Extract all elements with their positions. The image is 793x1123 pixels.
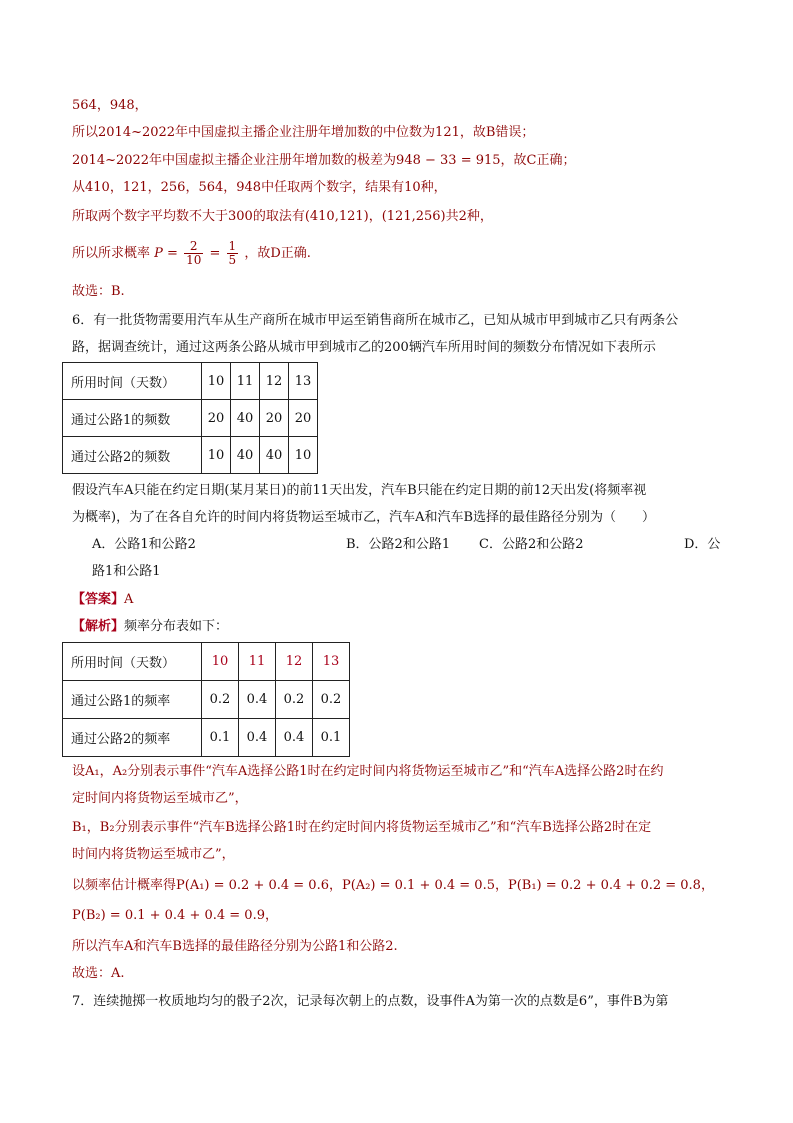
- probability-symbol: P =: [154, 246, 178, 261]
- table-header-cell: 11: [231, 363, 260, 400]
- table-header-cell: 10: [202, 643, 239, 681]
- solution-line-2: 所以2014~2022年中国虚拟主播企业注册年增加数的中位数为121，故B错误；: [72, 125, 535, 140]
- solution-a-line-2: 定时间内将货物运至城市乙”，: [72, 791, 248, 806]
- probability-estimate-line: 以频率估计概率得P(A₁) = 0.2 + 0.4 = 0.6，P(A₂) = 0.1 + 0.4 = 0.5，P(B₁) = 0.2 + 0.4 + 0.2 = 0.8，: [72, 878, 714, 893]
- option-a: A．公路1和公路2: [92, 537, 196, 552]
- probability-table: [62, 642, 350, 757]
- answer-tag: 【答案】: [72, 592, 125, 607]
- answer-choice-line: 故选：B.: [72, 284, 125, 299]
- table-cell: 20: [289, 400, 318, 437]
- table-row: [63, 437, 318, 474]
- solution-b-line-2: 时间内将货物运至城市乙”，: [72, 847, 235, 862]
- question-6-line-2: 路，据调查统计，通过这两条公路从城市甲到城市乙的200辆汽车所用时间的频数分布情况如下表所示: [72, 340, 656, 355]
- table-header-cell: 10: [202, 363, 231, 400]
- table-cell: 40: [231, 400, 260, 437]
- probability-suffix: ，故D正确.: [244, 246, 311, 261]
- fraction-numerator: 2: [184, 240, 203, 254]
- solution-line-1: 564，948，: [72, 98, 148, 113]
- table-cell: 0.4: [239, 681, 276, 719]
- solution-line-4: 从410，121，256，564，948中任取两个数字，结果有10种，: [72, 180, 447, 195]
- table-cell: 10: [202, 437, 231, 474]
- table-cell: 40: [231, 437, 260, 474]
- table-cell: 0.4: [239, 719, 276, 757]
- table-row: [63, 681, 350, 719]
- conclusion-line: 所以汽车A和汽车B选择的最佳路径分别为公路1和公路2.: [72, 939, 398, 954]
- explanation-tag: 【解析】: [72, 619, 125, 634]
- table-row: [63, 400, 318, 437]
- fraction-denominator: 5: [228, 253, 237, 267]
- table-cell: 0.2: [276, 681, 313, 719]
- table-header-cell: 12: [276, 643, 313, 681]
- table-row: [63, 719, 350, 757]
- fraction-2-10: [184, 240, 203, 267]
- fraction-numerator: 1: [228, 239, 237, 253]
- probability-prefix: 所以所求概率: [72, 246, 151, 261]
- fraction-denominator: 10: [186, 253, 202, 267]
- table-header-cell: 13: [313, 643, 350, 681]
- table-cell: 20: [202, 400, 231, 437]
- table-cell: 通过公路1的频率: [63, 681, 202, 719]
- question-6-line-1: 6．有一批货物需要用汽车从生产商所在城市甲运至销售商所在城市乙，已知从城市甲到城市乙只有两条公: [72, 313, 679, 328]
- equals-sign: =: [209, 246, 221, 261]
- table-cell: 0.2: [202, 681, 239, 719]
- option-c: C．公路2和公路2: [479, 537, 584, 552]
- table-cell: 0.4: [276, 719, 313, 757]
- table-cell: 10: [289, 437, 318, 474]
- table-header-cell: 13: [289, 363, 318, 400]
- probability-b2-line: P(B₂) = 0.1 + 0.4 + 0.4 = 0.9，: [72, 908, 278, 923]
- table-row: [63, 363, 318, 400]
- fraction-1-5: [227, 240, 239, 267]
- table-cell: 0.1: [313, 719, 350, 757]
- option-d: D．公: [684, 537, 721, 552]
- solution-line-3: 2014~2022年中国虚拟主播企业注册年增加数的极差为948 − 33 = 915，故C正确；: [72, 153, 576, 168]
- table-cell: 20: [260, 400, 289, 437]
- table-header-cell: 所用时间（天数）: [63, 363, 202, 400]
- table-cell: 0.1: [202, 719, 239, 757]
- frequency-table: [62, 362, 318, 474]
- table-row: [63, 643, 350, 681]
- table-header-cell: 11: [239, 643, 276, 681]
- table-cell: 0.2: [313, 681, 350, 719]
- answer-line: [72, 590, 133, 610]
- question-7-line-1: 7．连续抛掷一枚质地均匀的骰子2次，记录每次朝上的点数，设事件A为第一次的点数是6”，事件B为第: [72, 994, 669, 1009]
- answer-value: A: [124, 592, 134, 607]
- table-cell: 40: [260, 437, 289, 474]
- table-cell: 通过公路1的频数: [63, 400, 202, 437]
- option-b: B．公路2和公路1: [346, 537, 451, 552]
- table-cell: 通过公路2的频数: [63, 437, 202, 474]
- table-cell: 通过公路2的频率: [63, 719, 202, 757]
- question-6-line-3: 假设汽车A只能在约定日期(某月某日)的前11天出发，汽车B只能在约定日期的前12天出发(将频率视: [72, 483, 647, 498]
- probability-line: [72, 240, 311, 267]
- explanation-line: [72, 617, 228, 637]
- answer-choice-line-2: 故选：A.: [72, 966, 125, 981]
- question-6-line-4: 为概率)，为了在各自允许的时间内将货物运至城市乙，汽车A和汽车B选择的最佳路径分别为（ ）: [72, 510, 656, 525]
- solution-a-line-1: 设A₁，A₂分别表示事件“汽车A选择公路1时在约定时间内将货物运至城市乙”和“汽车A选择公路2时在约: [72, 764, 664, 779]
- solution-line-5: 所取两个数字平均数不大于300的取法有(410,121)，(121,256)共2种，: [72, 209, 493, 224]
- table-header-cell: 12: [260, 363, 289, 400]
- solution-b-line-1: B₁，B₂分别表示事件“汽车B选择公路1时在约定时间内将货物运至城市乙”和“汽车B选择公路2时在定: [72, 820, 652, 835]
- explanation-text: 频率分布表如下：: [124, 619, 229, 634]
- table-header-cell: 所用时间（天数）: [63, 643, 202, 681]
- option-d-continued: 路1和公路1: [92, 564, 161, 579]
